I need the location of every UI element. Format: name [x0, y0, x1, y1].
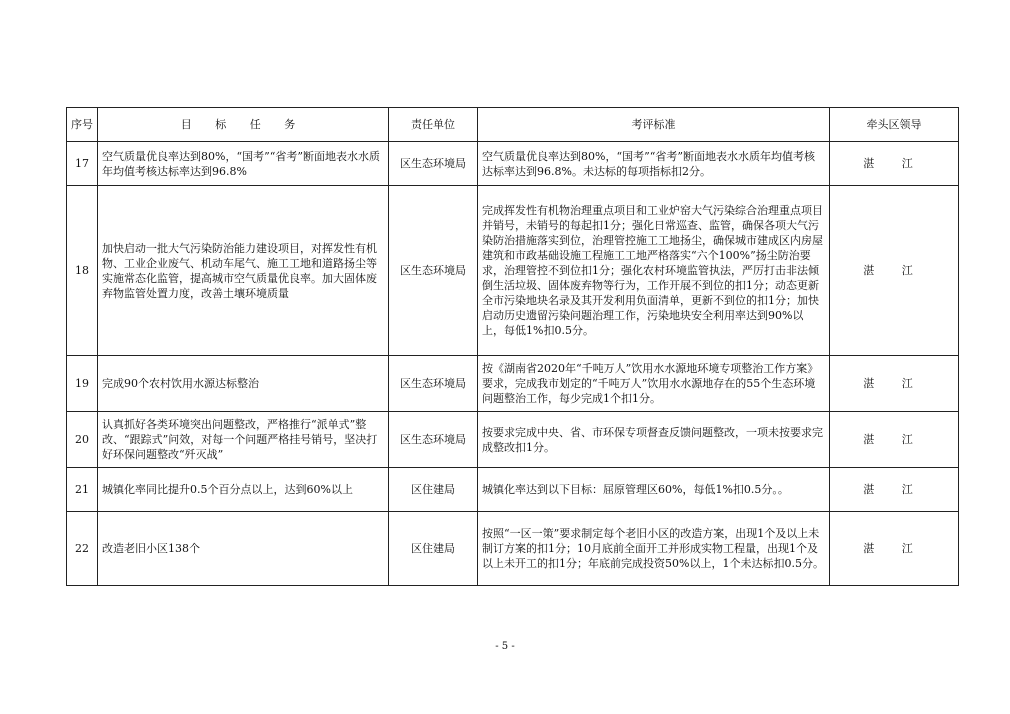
row-leader: 湛 江 [830, 412, 959, 468]
row-no: 19 [67, 356, 98, 412]
header-leader: 牵头区领导 [830, 108, 959, 142]
row-leader: 湛 江 [830, 142, 959, 186]
header-task: 目 标 任 务 [98, 108, 389, 142]
row-unit: 区生态环境局 [389, 142, 478, 186]
table-row [67, 512, 959, 586]
row-task: 完成90个农村饮用水源达标整治 [98, 356, 389, 412]
row-task: 空气质量优良率达到80%，“国考”“省考”断面地表水水质年均值考核达标率达到96.8% [98, 142, 389, 186]
row-leader: 湛 江 [830, 186, 959, 356]
row-leader: 湛 江 [830, 512, 959, 586]
row-leader: 湛 江 [830, 468, 959, 512]
row-no: 20 [67, 412, 98, 468]
row-unit: 区住建局 [389, 468, 478, 512]
row-standard: 按照“一区一策”要求制定每个老旧小区的改造方案，出现1个及以上未制订方案的扣1分；10月底前全面开工并形成实物工程量，出现1个及以上未开工的扣1分；年底前完成投资50%以上，1个未达标扣0.5分。 [478, 512, 830, 586]
header-standard: 考评标准 [478, 108, 830, 142]
row-no: 17 [67, 142, 98, 186]
row-no: 18 [67, 186, 98, 356]
row-standard: 按要求完成中央、省、市环保专项督查反馈问题整改，一项未按要求完成整改扣1分。 [478, 412, 830, 468]
table-row [67, 186, 959, 356]
header-unit: 责任单位 [389, 108, 478, 142]
target-task-table [66, 107, 959, 586]
row-unit: 区生态环境局 [389, 356, 478, 412]
row-unit: 区住建局 [389, 512, 478, 586]
row-leader: 湛 江 [830, 356, 959, 412]
table-row [67, 356, 959, 412]
row-standard: 城镇化率达到以下目标：屈原管理区60%，每低1%扣0.5分。。 [478, 468, 830, 512]
table-header-row [67, 108, 959, 142]
table-row [67, 412, 959, 468]
row-unit: 区生态环境局 [389, 186, 478, 356]
row-task: 改造老旧小区138个 [98, 512, 389, 586]
row-standard: 按《湖南省2020年“千吨万人”饮用水水源地环境专项整治工作方案》要求，完成我市划定的“千吨万人”饮用水水源地存在的55个生态环境问题整治工作，每少完成1个扣1分。 [478, 356, 830, 412]
row-standard: 完成挥发性有机物治理重点项目和工业炉窑大气污染综合治理重点项目并销号，未销号的每起扣1分；强化日常巡查、监管，确保各项大气污染防治措施落实到位，治理管控施工工地扬尘，确保城市建成区内房屋建筑和市政基础设施工程施工工地严格落实“六个100%”扬尘防治要求，治理管控不到位扣1分；强化农村环境监管执法，严厉打击非法倾倒生活垃圾、固体废弃物等行为，工作开展不到位的扣1分；动态更新全市污染地块名录及其开发利用负面清单，更新不到位的扣1分；加快启动历史遗留污染问题治理工作，污染地块安全利用率达到90%以上，每低1%扣0.5分。 [478, 186, 830, 356]
row-task: 加快启动一批大气污染防治能力建设项目，对挥发性有机物、工业企业废气、机动车尾气、施工工地和道路扬尘等实施常态化监管，提高城市空气质量优良率。加大固体废弃物监管处置力度，改善土壤环境质量 [98, 186, 389, 356]
row-unit: 区生态环境局 [389, 412, 478, 468]
row-no: 21 [67, 468, 98, 512]
page-number: - 5 - [495, 641, 515, 652]
row-task: 认真抓好各类环境突出问题整改，严格推行“派单式”整改、“跟踪式”问效，对每一个问题严格挂号销号，坚决打好环保问题整改“歼灭战” [98, 412, 389, 468]
row-no: 22 [67, 512, 98, 586]
row-standard: 空气质量优良率达到80%，“国考”“省考”断面地表水水质年均值考核达标率达到96.8%。未达标的每项指标扣2分。 [478, 142, 830, 186]
table-row [67, 142, 959, 186]
row-task: 城镇化率同比提升0.5个百分点以上，达到60%以上 [98, 468, 389, 512]
table-row [67, 468, 959, 512]
header-no: 序号 [67, 108, 98, 142]
